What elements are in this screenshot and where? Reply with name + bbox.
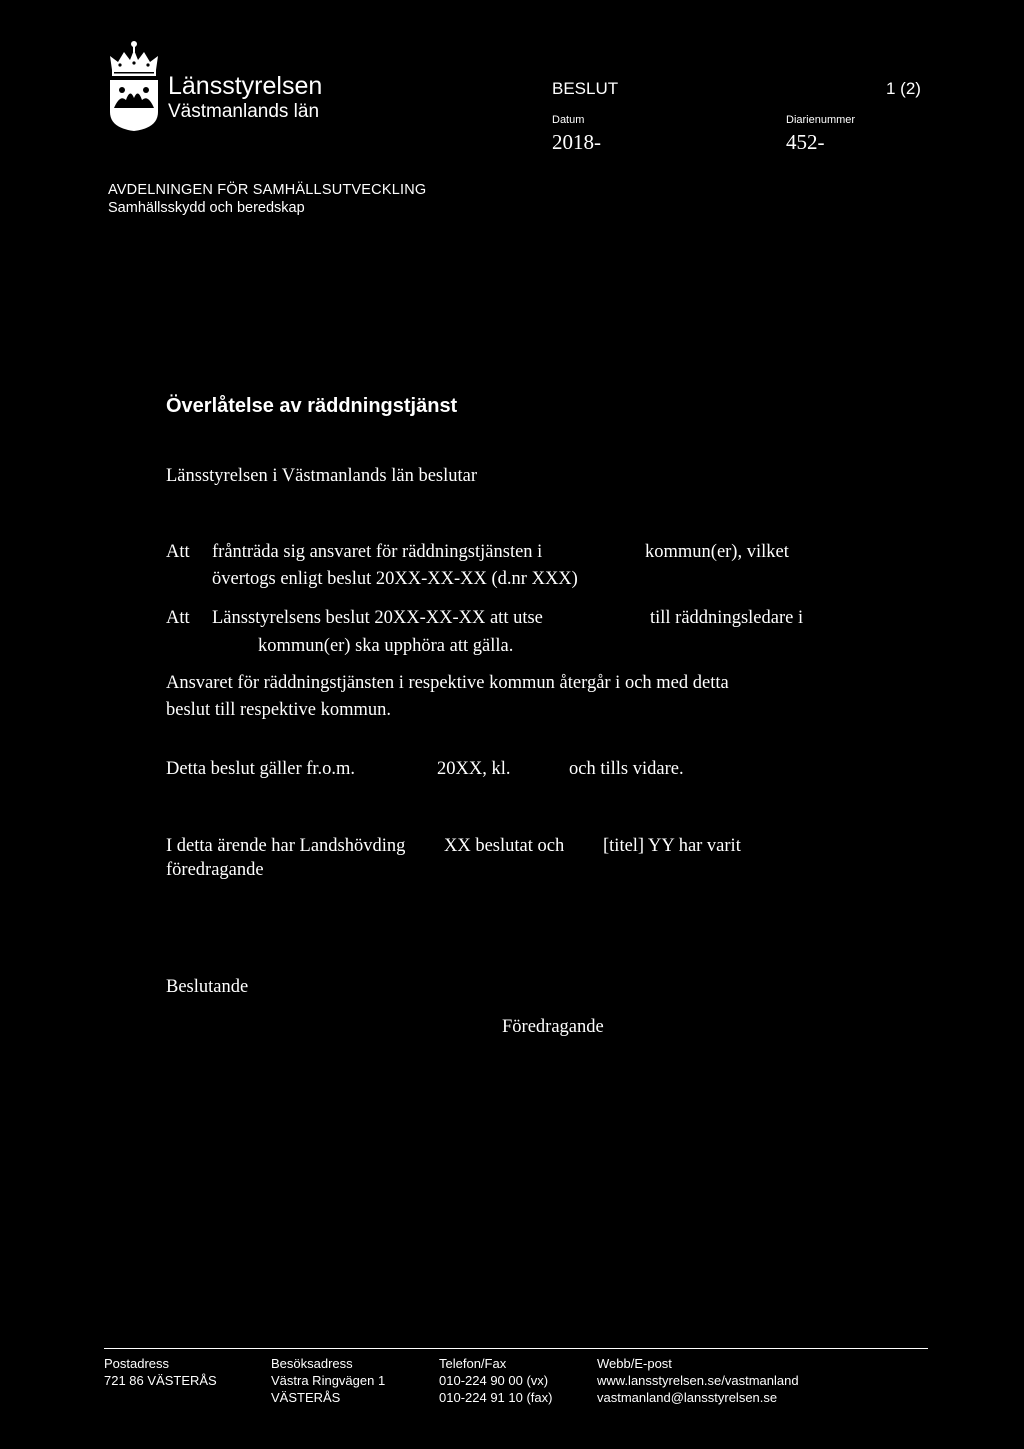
registration-value: 452- bbox=[786, 130, 825, 154]
visit-label: Besöksadress bbox=[271, 1356, 353, 1371]
phone-label: Telefon/Fax bbox=[439, 1356, 507, 1371]
decision-presenter: [titel] YY har varit bbox=[603, 836, 741, 856]
document-type: BESLUT bbox=[552, 79, 619, 98]
decision-decider: XX beslutat och bbox=[444, 836, 565, 856]
postal-label: Postadress bbox=[104, 1356, 170, 1371]
page-number: 1 (2) bbox=[886, 79, 921, 98]
visit-city: VÄSTERÅS bbox=[271, 1390, 341, 1405]
validity-text: Detta beslut gäller fr.o.m. bbox=[166, 759, 356, 779]
footer-divider bbox=[104, 1348, 928, 1349]
signature-decider: Beslutande bbox=[166, 977, 249, 997]
fax-number: 010-224 91 10 (fax) bbox=[439, 1390, 553, 1405]
decision-line2: föredragande bbox=[166, 860, 264, 880]
item1-label: Att bbox=[166, 542, 190, 562]
visit-street: Västra Ringvägen 1 bbox=[271, 1373, 386, 1388]
item2-label: Att bbox=[166, 608, 190, 628]
web-link[interactable]: www.lansstyrelsen.se/vastmanland bbox=[597, 1373, 799, 1388]
footer-postal bbox=[104, 1355, 217, 1389]
footer-web bbox=[597, 1355, 799, 1406]
unit: Samhällsskydd och beredskap bbox=[108, 200, 305, 216]
item1-line2: övertogs enligt beslut 20XX-XX-XX (d.nr XXX) bbox=[212, 569, 578, 589]
coat-of-arms-icon bbox=[104, 40, 164, 132]
item1-kommun: kommun(er), vilket bbox=[645, 542, 789, 562]
validity-end: och tills vidare. bbox=[569, 759, 684, 779]
web-label: Webb/E-post bbox=[597, 1356, 672, 1371]
postal-value: 721 86 VÄSTERÅS bbox=[104, 1373, 217, 1388]
date-value: 2018- bbox=[552, 130, 601, 154]
item2-ledare: till räddningsledare i bbox=[650, 608, 804, 628]
footer-visit bbox=[271, 1355, 385, 1406]
org-name: Länsstyrelsen bbox=[168, 72, 323, 100]
email-link[interactable]: vastmanland@lansstyrelsen.se bbox=[597, 1390, 778, 1405]
responsibility-line2: beslut till respektive kommun. bbox=[166, 700, 392, 720]
org-county: Västmanlands län bbox=[168, 101, 320, 122]
department: AVDELNINGEN FÖR SAMHÄLLSUTVECKLING bbox=[108, 182, 427, 198]
signature-presenter: Föredragande bbox=[502, 1017, 604, 1037]
decision-text: I detta ärende har Landshövding bbox=[166, 836, 406, 856]
responsibility-line1: Ansvaret för räddningstjänsten i respektive kommun återgår i och med detta bbox=[166, 673, 729, 693]
footer-phone bbox=[439, 1355, 552, 1406]
item2-line2: kommun(er) ska upphöra att gälla. bbox=[258, 636, 514, 656]
registration-label: Diarienummer bbox=[786, 114, 856, 126]
item2-line1: Länsstyrelsens beslut 20XX-XX-XX att utse bbox=[212, 608, 543, 628]
document-title: Överlåtelse av räddningstjänst bbox=[166, 395, 458, 417]
intro-text: Länsstyrelsen i Västmanlands län beslutar bbox=[166, 466, 478, 486]
validity-date: 20XX, kl. bbox=[437, 759, 511, 779]
item1-line1: frånträda sig ansvaret för räddningstjänsten i bbox=[212, 542, 543, 562]
date-label: Datum bbox=[552, 114, 585, 126]
phone-number: 010-224 90 00 (vx) bbox=[439, 1373, 549, 1388]
